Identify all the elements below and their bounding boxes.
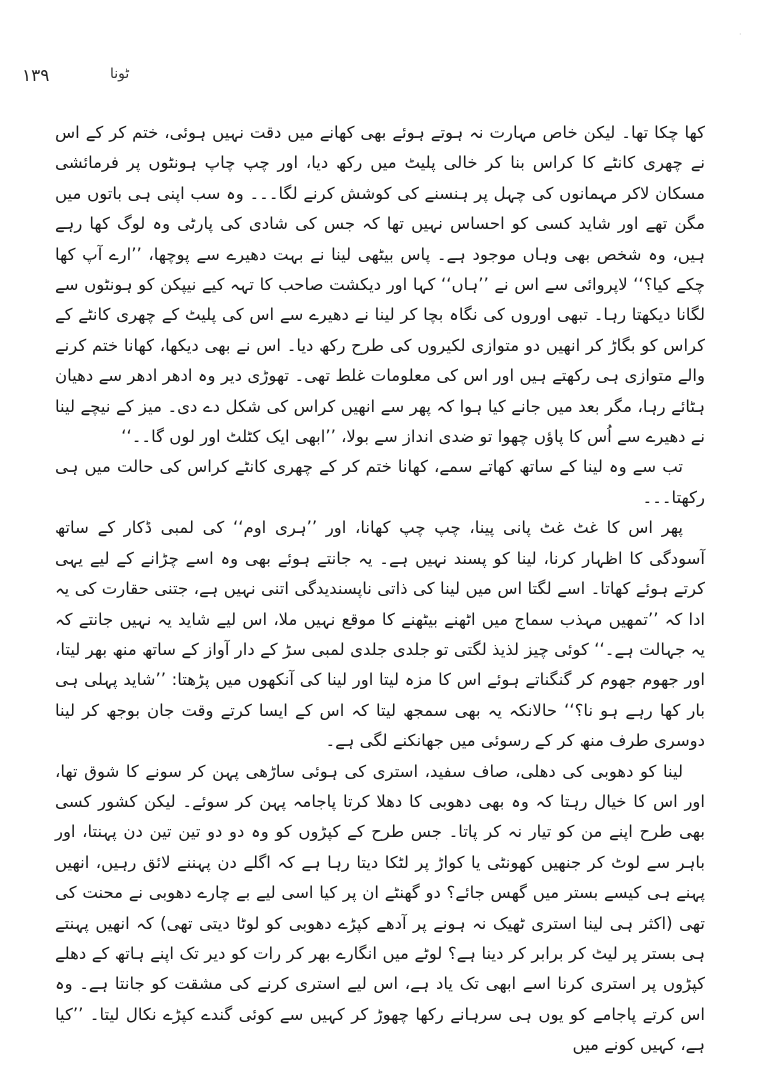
paragraph-2: تب سے وہ لینا کے ساتھ کھاتے سمے، کھانا ختم کر کے چھری کانٹے کراس کی حالت میں ہی رکھتا۔۔۔ bbox=[55, 457, 705, 507]
page-number: ۱۳۹ bbox=[22, 66, 50, 86]
body-text bbox=[55, 118, 705, 1061]
paragraph-3: پھر اس کا غٹ غٹ پانی پینا، چپ چپ کھانا، اور ’’ہری اوم‘‘ کی لمبی ڈکار کے ساتھ آسودگی کا اظہار کرنا، لینا کو پسند نہیں ہے۔ یہ جانتے ہوئے بھی وہ اسے چڑانے کے لیے یہی کرتے ہوئے کھاتا۔ اسے لگتا اس میں لینا کی ذاتی ناپسندیدگی اتنی نہیں ہے، جتنی حقارت کی یہ ادا کہ ’’تمھیں مہذب سماج میں اٹھنے بیٹھنے کا موقع نہیں ملا، اس لیے شاید یہ نہیں جانتے کہ یہ جہالت ہے۔‘‘ کوئی چیز لذیذ لگتی تو جلدی جلدی لمبی سڑ کے دار آواز کے ساتھ منھ بھر لیتا، اور جھوم جھوم کر گنگناتے ہوئے اس کا مزہ لیتا اور لینا کی آنکھوں میں پڑھتا: ’’شاید پہلی ہی بار کھا رہے ہو نا؟‘‘ حالانکہ یہ بھی سمجھ لیتا کہ اس کے ایسا کرتے وقت جان بوجھ کر لینا دوسری طرف منھ کر کے رسوئی میں جھانکنے لگی ہے۔ bbox=[55, 518, 705, 751]
scan-dot: · bbox=[739, 30, 742, 39]
paragraph-4: لینا کو دھوبی کی دھلی، صاف سفید، استری کی ہوئی ساڑھی پہن کر سونے کا شوق تھا، اور اس کا خیال رہتا کہ وہ بھی دھوبی کا دھلا کرتا پاجامہ پہن کر سوئے۔ لیکن کشور کسی بھی طرح اپنے من کو تیار نہ کر پاتا۔ جس طرح کے کپڑوں کو وہ دو دو تین تین دن پہنتا، اور باہر سے لوٹ کر جنھیں کھونٹی یا کواڑ پر لٹکا دیتا رہا ہے کہ اگلے دن پہننے لائق رہیں، انھیں پہنے ہی کیسے بستر میں گھس جائے؟ دو گھنٹے ان پر کیا اسی لیے بے چارے دھوبی نے محنت کی تھی (اکثر ہی لینا استری ٹھیک نہ ہونے پر آدھے کپڑے دھوبی کو لوٹا دیتی تھی) کہ انھیں پہنتے ہی بستر پر لیٹ کر برابر کر دینا ہے؟ لوٹے میں انگارے بھر کر رات کو دیر تک اپنے ہاتھ کے دھلے کپڑوں پر استری کرنا اسے ابھی تک یاد ہے، اس لیے استری کرنے کی مشقت کو جانتا ہے۔ وہ اس کرتے پاجامے کو یوں ہی سرہانے رکھا چھوڑ کر کہیں سے کوئی گندے کپڑے نکال لیتا۔ ’’کیا ہے، کہیں کونے میں bbox=[55, 761, 705, 1055]
paragraph-1: کھا چکا تھا۔ لیکن خاص مہارت نہ ہوتے ہوئے بھی کھانے میں دقت نہیں ہوئی، ختم کر کے اس نے چھری کانٹے کا کراس بنا کر خالی پلیٹ میں رکھ دیا، اور چپ چاپ ہونٹوں پر فرمائشی مسکان لاکر مہمانوں کی چہل پر ہنسنے کی کوشش کرنے لگا۔۔۔ وہ سب اپنی ہی باتوں میں مگن تھے اور شاید کسی کو احساس نہیں تھا کہ جس کی شادی کی پارٹی وہ لوگ کھا رہے ہیں، وہ شخص بھی وہاں موجود ہے۔ پاس بیٹھی لینا نے بہت دھیرے سے پوچھا، ’’ارے آپ کھا چکے کیا؟‘‘ لاپروائی سے اس نے ’’ہاں‘‘ کہا اور دیکشت صاحب کا تہہ کیے نیپکن کو ہونٹوں سے لگانا دیکھتا رہا۔ تبھی اوروں کی نگاہ بچا کر لینا نے دھیرے سے اس کی پلیٹ کے چھری کانٹے کے کراس کو بگاڑ کر انھیں دو متوازی لکیروں کی طرح رکھ دیا۔ اس نے بھی دیکھا، کھانا ختم کرنے والے متوازی ہی رکھتے ہیں اور اس کی معلومات غلط تھی۔ تھوڑی دیر وہ ادھر ادھر سے دھیان ہٹائے رہا، مگر بعد میں جانے کیا ہوا کہ پھر سے انھیں کراس کی شکل دے دی۔ میز کے نیچے لینا نے دھیرے سے اُس کا پاؤں چھوا تو ضدی انداز سے بولا، ’’ابھی ایک کٹلٹ اور لوں گا۔۔‘‘ bbox=[55, 123, 705, 447]
page-header bbox=[22, 66, 739, 92]
running-title: ٹونا bbox=[110, 66, 130, 82]
